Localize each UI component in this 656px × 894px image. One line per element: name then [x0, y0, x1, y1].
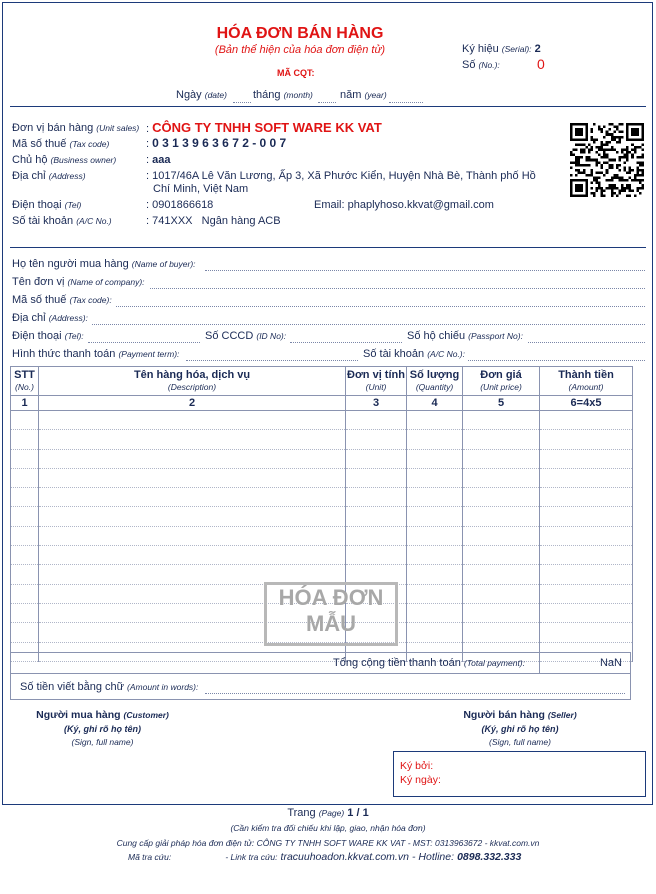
seller-tax-en: (Tax code): [69, 139, 110, 149]
hotline-value: 0898.332.333: [457, 851, 522, 863]
year-line: [340, 89, 387, 101]
column-number: 6=4x5: [540, 396, 633, 411]
column-number: 3: [346, 396, 407, 411]
buyer-passport-dots: [528, 332, 645, 343]
table-cell: [39, 449, 346, 468]
serial-field: [462, 43, 541, 55]
table-cell: [540, 488, 633, 507]
table-cell: [39, 546, 346, 565]
buyer-account-label-text: Số tài khoản: [363, 348, 425, 360]
buyer-tax-label-text: Mã số thuế: [12, 294, 67, 306]
col-header-unit: Đơn vị tính (Unit): [346, 367, 407, 396]
buyer-name-en: (Name of buyer):: [131, 259, 196, 269]
seller-unit-en: (Unit sales): [96, 123, 140, 133]
buyer-payment-label: [12, 348, 179, 360]
table-cell: [11, 411, 39, 430]
header-separator: [10, 106, 646, 107]
table-row: [11, 507, 633, 526]
seller-unit-value: [146, 120, 382, 135]
table-cell: [540, 565, 633, 584]
day-dots: [233, 92, 251, 103]
buyer-passport-label-text: Số hộ chiếu: [407, 330, 466, 342]
seller-address-en: (Address): [48, 171, 86, 181]
serial-label: Ký hiệu: [462, 43, 499, 55]
total-value: NaN: [599, 657, 622, 669]
buyer-payment-en: (Payment term):: [118, 349, 180, 359]
colon: :: [146, 138, 150, 150]
number-field: [462, 59, 500, 71]
table-cell: [407, 507, 463, 526]
year-label: năm: [340, 89, 362, 101]
seller-email-label: Email:: [314, 199, 345, 211]
mcqt-label: MÃ CQT:: [277, 68, 315, 78]
table-row: [11, 468, 633, 487]
table-cell: [407, 449, 463, 468]
table-cell: [11, 526, 39, 545]
table-cell: [463, 565, 540, 584]
seller-tax-number: 0 3 1 3 9 6 3 6 7 2 - 0 0 7: [152, 136, 287, 150]
buyer-tax-en: (Tax code):: [69, 295, 112, 305]
table-cell: [346, 430, 407, 449]
seller-email-value: phaplyhoso.kkvat@gmail.com: [347, 199, 494, 211]
table-cell: [407, 603, 463, 622]
seller-account-number: 741XXX: [152, 215, 193, 227]
colon: :: [146, 199, 150, 211]
seller-tel-label: [12, 199, 81, 211]
table-cell: [540, 430, 633, 449]
seller-signature-en: (Seller): [547, 710, 577, 720]
buyer-address-dots: [92, 314, 645, 325]
table-cell: [463, 449, 540, 468]
table-cell: [407, 488, 463, 507]
buyer-name-label-text: Họ tên người mua hàng: [12, 258, 129, 270]
seller-account-label-text: Số tài khoản: [12, 215, 74, 227]
sample-watermark-stamp: [264, 582, 398, 646]
table-cell: [11, 488, 39, 507]
total-divider: [539, 652, 540, 674]
buyer-tel-label: [12, 330, 84, 342]
seller-bank-name: Ngân hàng ACB: [201, 215, 281, 227]
page-label: Trang: [287, 807, 316, 819]
date-line: [176, 89, 227, 101]
column-number: 5: [463, 396, 540, 411]
total-label-text: Tổng cộng tiền thanh toán: [333, 657, 461, 669]
buyer-payment-label-text: Hình thức thanh toán: [12, 348, 116, 360]
buyer-company-label-text: Tên đơn vị: [12, 276, 65, 288]
buyer-id-en: (ID No):: [256, 331, 287, 341]
table-cell: [11, 449, 39, 468]
seller-address-label-text: Địa chỉ: [12, 170, 46, 182]
buyer-id-label: [205, 330, 286, 342]
buyer-signature-title: Người mua hàng: [36, 709, 121, 721]
buyer-tax-dots: [116, 296, 645, 307]
table-cell: [346, 449, 407, 468]
seller-unit-label: [12, 122, 139, 134]
buyer-passport-en: (Passport No):: [468, 331, 523, 341]
seller-tel-value: [146, 199, 213, 211]
seller-email: [314, 199, 494, 211]
seller-address-value: [146, 170, 536, 182]
table-cell: [39, 468, 346, 487]
buyer-tel-en: (Tel):: [64, 331, 84, 341]
colon: :: [146, 170, 150, 182]
colon: :: [146, 154, 150, 166]
table-cell: [463, 488, 540, 507]
buyer-id-label-text: Số CCCD: [205, 330, 254, 342]
seller-tel-label-text: Điện thoại: [12, 199, 62, 211]
colon: :: [146, 123, 150, 135]
seller-sign-note: (Ký, ghi rõ họ tên): [481, 724, 559, 734]
table-cell: [463, 603, 540, 622]
table-cell: [11, 603, 39, 622]
provider-note: Cung cấp giải pháp hóa đơn điện tử: CÔNG TY TNHH SOFT WARE KK VAT - MST: 0313963672 - kkvat.com.vn: [116, 838, 540, 848]
table-row: [11, 526, 633, 545]
table-cell: [407, 584, 463, 603]
buyer-id-dots: [290, 332, 402, 343]
serial-en: (Serial):: [501, 44, 532, 54]
digital-signature-box: [393, 751, 646, 797]
seller-sign-note-en: (Sign, full name): [489, 737, 551, 747]
table-cell: [407, 430, 463, 449]
seller-tax-label-text: Mã số thuế: [12, 138, 67, 150]
buyer-sign-note-en: (Sign, full name): [71, 737, 134, 747]
seller-address-line1: 1017/46A Lê Văn Lương, Ấp 3, Xã Phước Kiển, Huyện Nhà Bè, Thành phố Hồ: [152, 170, 536, 182]
stamp-line2: MẪU: [305, 611, 357, 636]
table-cell: [39, 507, 346, 526]
table-cell: [11, 623, 39, 642]
table-cell: [346, 488, 407, 507]
table-cell: [463, 584, 540, 603]
table-cell: [463, 623, 540, 642]
buyer-name-dots: [205, 260, 645, 271]
signed-by-label: Ký bởi:: [400, 760, 434, 772]
buyer-account-dots: [468, 350, 645, 361]
month-en: (month): [283, 90, 313, 100]
seller-account-value: [146, 215, 281, 227]
buyer-sign-note: (Ký, ghi rõ họ tên): [64, 724, 141, 734]
seller-address-label: [12, 170, 86, 182]
seller-signature: [440, 709, 600, 747]
seller-address-line2: Chí Minh, Việt Nam: [153, 183, 249, 195]
table-cell: [39, 488, 346, 507]
table-cell: [463, 507, 540, 526]
buyer-address-label-text: Địa chỉ: [12, 312, 46, 324]
table-cell: [463, 430, 540, 449]
words-dots: [205, 683, 625, 694]
seller-owner-value: [146, 154, 170, 166]
table-cell: [540, 526, 633, 545]
table-cell: [407, 526, 463, 545]
table-cell: [407, 623, 463, 642]
qr-code-icon: [570, 123, 644, 197]
seller-account-label: [12, 215, 112, 227]
serial-value: 2: [534, 43, 541, 55]
buyer-tel-dots: [88, 332, 200, 343]
table-row: [11, 430, 633, 449]
table-cell: [463, 411, 540, 430]
seller-owner-label: [12, 154, 116, 166]
buyer-name-label: [12, 258, 196, 270]
table-cell: [540, 468, 633, 487]
table-row: [11, 411, 633, 430]
lookup-line: [128, 851, 521, 863]
buyer-signature: [20, 709, 185, 747]
page-indicator: [0, 807, 656, 819]
table-row: [11, 488, 633, 507]
table-cell: [407, 546, 463, 565]
day-label: Ngày: [176, 89, 202, 101]
stamp-line1: HÓA ĐƠN: [278, 585, 384, 610]
year-dots: [389, 92, 423, 103]
column-number-row: [11, 396, 633, 411]
link-label: - Link tra cứu:: [225, 852, 278, 862]
table-row: [11, 449, 633, 468]
table-cell: [407, 411, 463, 430]
month-label: tháng: [253, 89, 281, 101]
seller-signature-title: Người bán hàng: [463, 709, 545, 721]
col-header-amount: Thành tiền (Amount): [540, 367, 633, 396]
table-header-row: [11, 367, 633, 396]
number-label: Số: [462, 59, 476, 71]
number-value: 0: [537, 56, 545, 72]
buyer-account-en: (A/C No.):: [427, 349, 465, 359]
invoice-title: HÓA ĐƠN BÁN HÀNG: [216, 25, 384, 42]
buyer-account-label: [363, 348, 465, 360]
table-cell: [540, 546, 633, 565]
seller-unit-label-text: Đơn vị bán hàng: [12, 122, 94, 134]
table-cell: [540, 411, 633, 430]
table-cell: [39, 430, 346, 449]
table-cell: [540, 584, 633, 603]
buyer-tel-label-text: Điện thoại: [12, 330, 62, 342]
table-cell: [540, 507, 633, 526]
check-note: (Cần kiểm tra đối chiếu khi lập, giao, nhận hóa đơn): [230, 823, 426, 833]
table-cell: [407, 565, 463, 584]
table-cell: [346, 507, 407, 526]
seller-owner-name: aaa: [152, 154, 171, 166]
seller-tel-number: 0901866618: [152, 199, 214, 211]
month-line: [253, 89, 313, 101]
table-cell: [540, 603, 633, 622]
total-label: [333, 657, 525, 669]
year-en: (year): [364, 90, 387, 100]
seller-unit-name: CÔNG TY TNHH SOFT WARE KK VAT: [152, 120, 382, 135]
table-cell: [463, 468, 540, 487]
buyer-tax-label: [12, 294, 112, 306]
table-cell: [11, 546, 39, 565]
seller-separator: [10, 247, 646, 248]
seller-account-en: (A/C No.): [76, 216, 112, 226]
words-label-text: Số tiền viết bằng chữ: [20, 681, 124, 693]
buyer-address-label: [12, 312, 88, 324]
total-row: [10, 652, 631, 674]
seller-tax-value: [146, 136, 286, 150]
col-header-description: Tên hàng hóa, dịch vụ (Description): [39, 367, 346, 396]
number-en: (No.):: [478, 60, 500, 70]
table-cell: [11, 430, 39, 449]
buyer-passport-label: [407, 330, 523, 342]
invoice-subtitle: (Bản thể hiện của hóa đơn điện tử): [214, 44, 386, 56]
table-cell: [11, 468, 39, 487]
column-number: 2: [39, 396, 346, 411]
buyer-payment-dots: [186, 350, 358, 361]
page-value: 1 / 1: [347, 807, 369, 819]
table-cell: [540, 623, 633, 642]
seller-tax-label: [12, 138, 109, 150]
column-number: 1: [11, 396, 39, 411]
table-row: [11, 546, 633, 565]
table-cell: [407, 468, 463, 487]
col-header-unit-price: Đơn giá (Unit price): [463, 367, 540, 396]
buyer-company-dots: [150, 278, 645, 289]
table-cell: [11, 507, 39, 526]
seller-tel-en: (Tel): [64, 200, 82, 210]
table-cell: [463, 546, 540, 565]
table-cell: [346, 411, 407, 430]
buyer-address-en: (Address):: [48, 313, 88, 323]
table-cell: [11, 565, 39, 584]
month-dots: [318, 92, 336, 103]
lookup-label: Mã tra cứu:: [128, 852, 172, 862]
buyer-company-label: [12, 276, 145, 288]
lookup-link[interactable]: tracuuhoadon.kkvat.com.vn: [280, 851, 409, 863]
table-cell: [346, 526, 407, 545]
table-cell: [346, 546, 407, 565]
seller-owner-en: (Business owner): [50, 155, 117, 165]
table-cell: [39, 526, 346, 545]
words-label: [20, 681, 198, 693]
signed-date-label: Ký ngày:: [400, 774, 441, 786]
column-number: 4: [407, 396, 463, 411]
words-en: (Amount in words):: [127, 682, 199, 692]
table-cell: [39, 411, 346, 430]
hotline-label: - Hotline:: [412, 851, 455, 863]
table-cell: [346, 468, 407, 487]
buyer-signature-en: (Customer): [123, 710, 169, 720]
col-header-stt: STT (No.): [11, 367, 39, 396]
day-en: (date): [204, 90, 227, 100]
colon: :: [146, 215, 150, 227]
table-cell: [540, 449, 633, 468]
table-cell: [463, 526, 540, 545]
page-en: (Page): [318, 808, 345, 818]
buyer-company-en: (Name of company):: [67, 277, 145, 287]
total-en: (Total payment):: [463, 658, 525, 668]
seller-owner-label-text: Chủ hộ: [12, 154, 48, 166]
col-header-quantity: Số lượng (Quantity): [407, 367, 463, 396]
table-cell: [11, 584, 39, 603]
